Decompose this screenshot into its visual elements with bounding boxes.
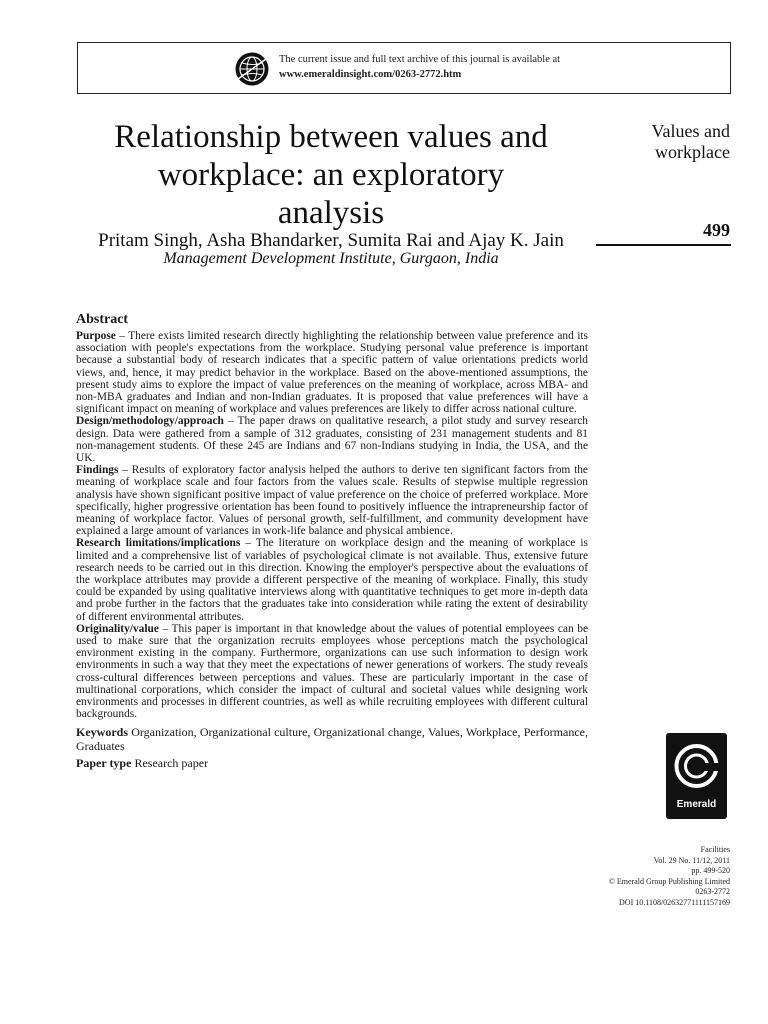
- originality-text: – This paper is important in that knowledge about the values of potential employees can be used to make sure that the organization recruits employees whose perceptions match the psychological environment existing in the company. Furthermore, organizations can use such information to design work environments in such a way that they meet the expectations of newer generations of workers. The study reveals cross-cultural differences between perceptions and values. These are particularly important in the case of multinational corporations, which consider the impact of cultural and societal values while designing work environments and processes in different countries, as well as while recruiting employees with different cultural backgrounds.: [76, 622, 588, 721]
- originality-label: Originality/value: [76, 622, 159, 635]
- author-list: Pritam Singh, Asha Bhandarker, Sumita Rai and Ajay K. Jain: [98, 230, 564, 251]
- journal-name: Facilities: [700, 845, 730, 854]
- emerald-logo: [666, 733, 727, 819]
- abstract: [76, 311, 588, 770]
- paper-type: [76, 756, 588, 770]
- keywords-label: Keywords: [76, 724, 128, 739]
- purpose-label: Purpose: [76, 330, 116, 342]
- paper-type-text: Research paper: [131, 755, 209, 770]
- author-affiliation: Management Development Institute, Gurgaon, India: [163, 250, 499, 267]
- abstract-findings: [76, 464, 588, 537]
- page-number: 499: [703, 220, 730, 240]
- findings-label: Findings: [76, 464, 119, 477]
- publisher: © Emerald Group Publishing Limited: [608, 876, 730, 886]
- abstract-design: [76, 415, 588, 464]
- keywords-text: Organization, Organizational culture, Organizational change, Values, Workplace, Performance, Graduates: [76, 724, 588, 753]
- running-head-line-2: workplace: [655, 142, 730, 162]
- purpose-text: – There exists limited research directly highlighting the relationship between value preference and its association with people's expectations from the workplace. Studying personal value preference is important because a substantial body of research indicates that a specific pattern of value orientations predicts world views, and, hence, it may predict behavior in the workplace. Based on the above-mentioned assumptions, the present study aims to explore the impact of value preferences on the meaning of workplace, across MBA- and non-MBA graduates and Indian and non-Indian graduates. It is proposed that value preferences will have a significant impact on meaning of workplace and values preferences are likely to differ across national culture.: [76, 330, 588, 416]
- doi: DOI 10.1108/02632771111157169: [619, 897, 730, 907]
- emerald-logo-text: Emerald: [676, 799, 717, 810]
- publication-info: [560, 845, 730, 909]
- abstract-originality: [76, 623, 588, 721]
- keywords: [76, 725, 588, 753]
- limitations-label: Research limitations/implications: [76, 537, 241, 550]
- design-text: – The paper draws on qualitative research, a pilot study and survey research design. Data were gathered from a sample of 312 graduates, consisting of 231 management students and 81 non-management students. Of these 245 are Indians and 67 non-Indians studying in India, the USA, and the UK.: [76, 415, 588, 465]
- abstract-heading: Abstract: [76, 312, 129, 327]
- title-line-2: workplace: an exploratory: [157, 157, 505, 193]
- title-line-1: Relationship between values and: [114, 119, 548, 155]
- findings-text: – Results of exploratory factor analysis helped the authors to derive ten significant factors from the meaning of workplace scale and four factors from the values scale. Results of stepwise multiple regression analysis have shown significant positive impact of value preference on the choice of preferred workplace. More specifically, higher progressive orientation has been found to positively influence the intrapreneurship factor of meaning of workplace factor. Values of personal growth, self-fulfillment, and community development have explained a large amount of variances in work-life balance and physical ambience.: [76, 464, 588, 538]
- abstract-limitations: [76, 537, 588, 622]
- title-line-3: analysis: [277, 195, 385, 231]
- paper-type-label: Paper type: [76, 755, 132, 770]
- page-range: pp. 499-520: [691, 866, 730, 876]
- running-head: [604, 121, 730, 163]
- limitations-text: – The literature on workplace design and the meaning of workplace is limited and a comprehensive list of variables of psychological climate is not available. Thus, extensive future research needs to be carried out in this direction. Knowing the employer's perspective about the evaluations of the workplace attributes may provide a different perspective of the meaning of workplace. Finally, this study could be expanded by using qualitative interviews along with quantitative techniques to get more in-depth data and probe further in the factors that the graduates take into consideration while rating the extent of desirability of different environmental attributes.: [76, 537, 588, 623]
- journal-availability-banner: [77, 42, 731, 94]
- banner-url-link[interactable]: www.emeraldinsight.com/0263-2772.htm: [279, 69, 462, 80]
- page-number-rule: [596, 244, 731, 246]
- running-head-line-1: Values and: [651, 121, 730, 141]
- banner-availability-text: The current issue and full text archive of this journal is available at: [279, 54, 561, 65]
- design-label: Design/methodology/approach: [76, 415, 224, 428]
- abstract-purpose: [76, 330, 588, 415]
- journal-volume: Vol. 29 No. 11/12, 2011: [653, 855, 730, 865]
- issn: 0263-2772: [695, 887, 730, 897]
- article-title: [70, 118, 592, 232]
- globe-icon: [235, 52, 269, 86]
